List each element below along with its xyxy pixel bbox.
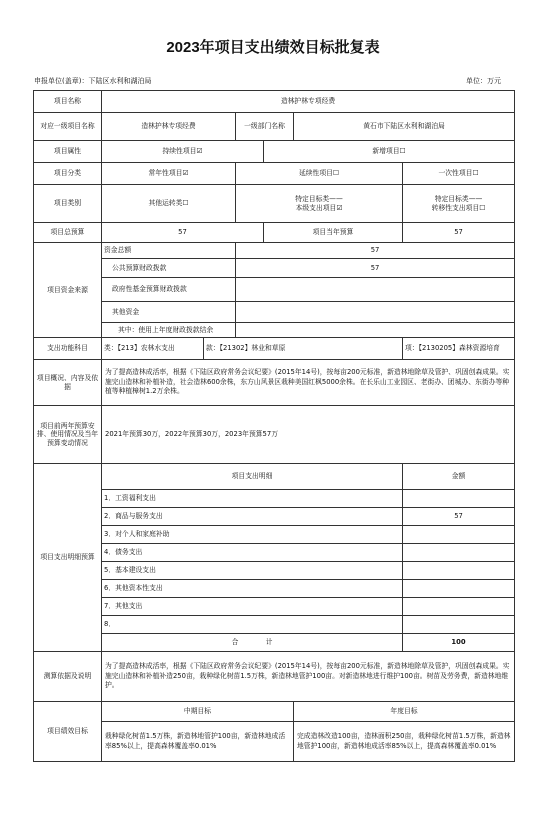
reporting-unit: 申报单位(盖章)：下陆区水利和湖泊局 bbox=[34, 77, 152, 85]
approval-table bbox=[33, 90, 515, 762]
detail-item: 5．基本建设支出 bbox=[102, 562, 403, 580]
func-sub: 项：【2130205】森林资源培育 bbox=[403, 338, 515, 360]
total-budget: 57 bbox=[102, 223, 264, 243]
attr-new: 新增项目☐ bbox=[264, 141, 515, 163]
category-other: 其他运转类☐ bbox=[102, 185, 236, 223]
detail-item: 3．对个人和家庭补助 bbox=[102, 526, 403, 544]
funds-total-label: 资金总额 bbox=[102, 243, 236, 259]
dept-label: 一级部门名称 bbox=[236, 113, 294, 141]
class-routine: 常年性项目☑ bbox=[102, 163, 236, 185]
detail-amount: 57 bbox=[403, 508, 515, 526]
funds-gov-label: 政府性基金预算财政拨款 bbox=[102, 278, 236, 302]
project-name-label: 项目名称 bbox=[34, 91, 102, 113]
funds-public: 57 bbox=[236, 259, 515, 278]
funds-total: 57 bbox=[236, 243, 515, 259]
category-transfer: 特定目标类—— 转移性支出项目☐ bbox=[403, 185, 515, 223]
funds-prior bbox=[236, 323, 515, 338]
funds-public-label: 公共预算财政拨款 bbox=[102, 259, 236, 278]
total-label: 合 计 bbox=[102, 634, 403, 652]
goal-mid-head: 中期目标 bbox=[102, 702, 294, 722]
overview-text: 为了提高造林成活率，根据《下陆区政府常务会议纪要》(2015年14号)，按每亩200元标准，新造林地除草及管护、巩固创森成果。实施完山造林和补植补造，社会造林600余株，东方山风景区栽种美国红枫5000余株。在长乐山工业园区、老街办、团城办、东街办等种植等种植樟树1.2万余株。 bbox=[102, 360, 515, 406]
attr-continuing: 持续性项目☑ bbox=[102, 141, 264, 163]
func-item: 款：【21302】林业和草原 bbox=[204, 338, 403, 360]
detail-amount bbox=[403, 598, 515, 616]
func-class: 类：【213】农林水支出 bbox=[102, 338, 204, 360]
detail-amount bbox=[403, 616, 515, 634]
detail-item: 2．商品与服务支出 bbox=[102, 508, 403, 526]
current-budget: 57 bbox=[403, 223, 515, 243]
detail-head: 项目支出明细 bbox=[102, 464, 403, 490]
attr-label: 项目属性 bbox=[34, 141, 102, 163]
parent-project: 造林护林专项经费 bbox=[102, 113, 236, 141]
funds-other-label: 其他资金 bbox=[102, 302, 236, 323]
category-label: 项目类别 bbox=[34, 185, 102, 223]
parent-project-label: 对应一级项目名称 bbox=[34, 113, 102, 141]
calc-text: 为了提高造林成活率，根据《下陆区政府常务会议纪要》(2015年14号)，按每亩200元标准，新造林地除草及管护，巩固创森成果。实施完山造林和补植补造250亩，栽种绿化树苗1.5万株，新造林地管护100亩。对新造林地进行维护100亩。树苗及劳务费，新造林地维护。 bbox=[102, 652, 515, 702]
detail-amount bbox=[403, 580, 515, 598]
project-name: 造林护林专项经费 bbox=[102, 91, 515, 113]
current-budget-label: 项目当年预算 bbox=[264, 223, 403, 243]
goal-year-head: 年度目标 bbox=[294, 702, 515, 722]
prev-years-label: 项目前两年预算安排、使用情况及当年预算变动情况 bbox=[34, 406, 102, 464]
class-label: 项目分类 bbox=[34, 163, 102, 185]
detail-amount bbox=[403, 490, 515, 508]
amount-head: 金额 bbox=[403, 464, 515, 490]
dept-name: 黄石市下陆区水利和湖泊局 bbox=[294, 113, 515, 141]
prev-years-text: 2021年预算30万，2022年预算30万，2023年预算57万 bbox=[102, 406, 515, 464]
detail-item: 7．其他支出 bbox=[102, 598, 403, 616]
funds-label: 项目资金来源 bbox=[34, 243, 102, 338]
currency-unit: 单位：万元 bbox=[466, 77, 501, 85]
page-title: 2023年项目支出绩效目标批复表 bbox=[166, 39, 380, 56]
total-amount: 100 bbox=[403, 634, 515, 652]
class-extended: 延续性项目☐ bbox=[236, 163, 403, 185]
goal-mid: 栽种绿化树苗1.5万株，新造林地管护100亩，新造林地成活率85%以上，提高森林覆盖率0.01% bbox=[102, 722, 294, 762]
detail-item: 1．工资福利支出 bbox=[102, 490, 403, 508]
detail-item: 8． bbox=[102, 616, 403, 634]
goal-year: 完成造林改造100亩，造林面积250亩，栽种绿化树苗1.5万株，新造林地管护100亩，新造林地成活率85%以上，提高森林覆盖率0.01% bbox=[294, 722, 515, 762]
calc-label: 测算依据及说明 bbox=[34, 652, 102, 702]
class-onetime: 一次性项目☐ bbox=[403, 163, 515, 185]
total-budget-label: 项目总预算 bbox=[34, 223, 102, 243]
detail-amount bbox=[403, 544, 515, 562]
funds-other bbox=[236, 302, 515, 323]
funds-prior-label: 其中：使用上年度财政拨款结余 bbox=[102, 323, 236, 338]
category-specific: 特定目标类—— 本级支出项目☑ bbox=[236, 185, 403, 223]
func-label: 支出功能科目 bbox=[34, 338, 102, 360]
detail-item: 4．债务支出 bbox=[102, 544, 403, 562]
detail-item: 6．其他资本性支出 bbox=[102, 580, 403, 598]
funds-gov bbox=[236, 278, 515, 302]
overview-label: 项目概况、内容及依据 bbox=[34, 360, 102, 406]
goal-label: 项目绩效目标 bbox=[34, 702, 102, 762]
detail-amount bbox=[403, 562, 515, 580]
detail-amount bbox=[403, 526, 515, 544]
detail-label: 项目支出明细预算 bbox=[34, 464, 102, 652]
